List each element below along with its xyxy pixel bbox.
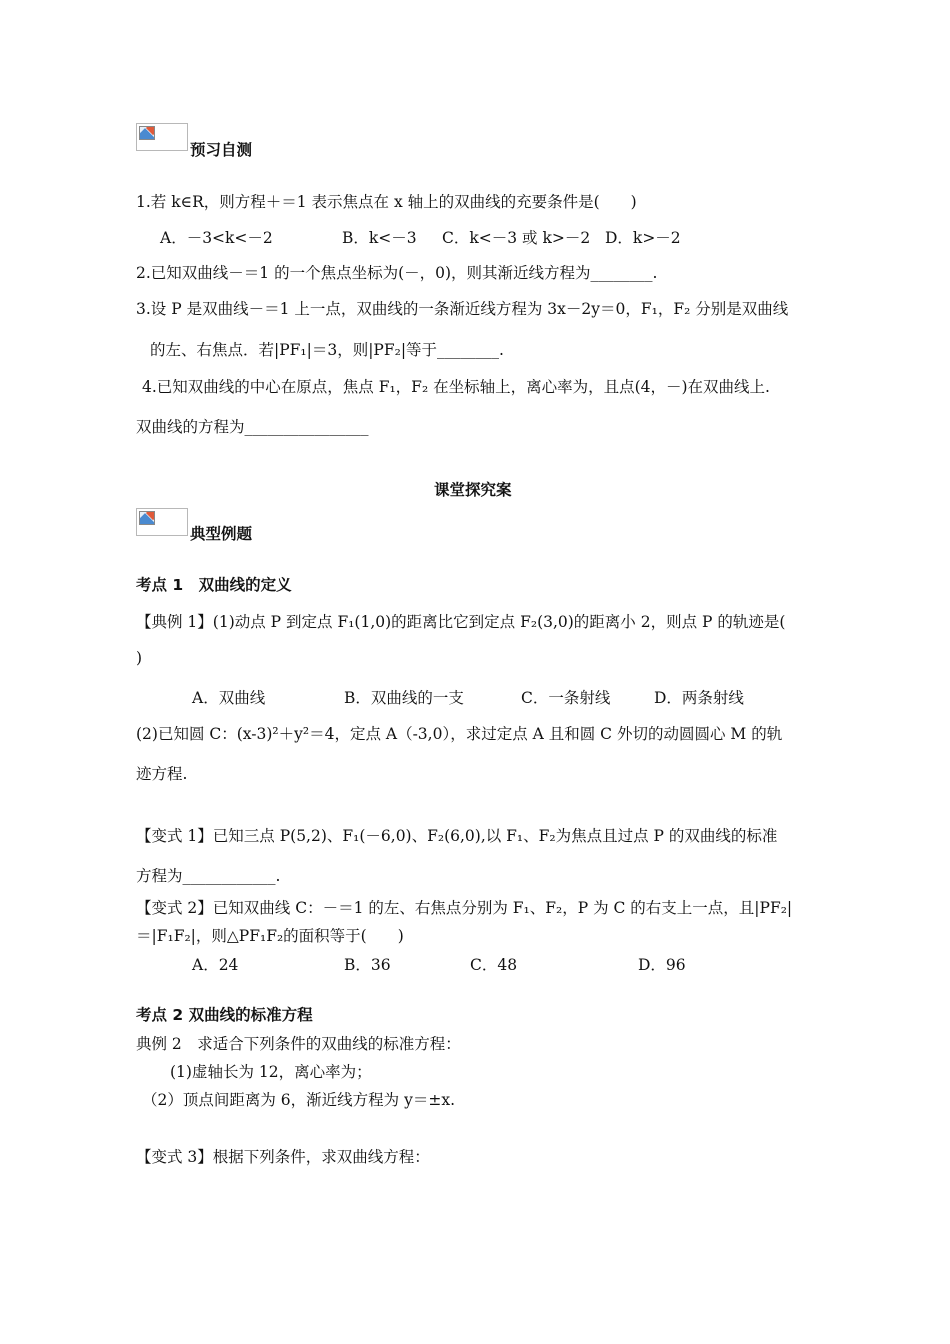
example-1-option-c: C．一条射线 <box>521 689 611 707</box>
question-1-option-b: B．k<－3 <box>342 229 417 247</box>
example-2-part-2: （2）顶点间距离为 6，渐近线方程为 y＝±x. <box>142 1091 455 1109</box>
question-1: 1.若 k∈R，则方程＋＝1 表示焦点在 x 轴上的双曲线的充要条件是( ) <box>136 193 637 211</box>
example-2-title: 典例 2 求适合下列条件的双曲线的标准方程： <box>136 1035 461 1053</box>
question-1-option-c: C．k<－3 或 k>－2 <box>442 229 591 247</box>
question-4-line-2: 双曲线的方程为________________ <box>136 418 369 436</box>
variant-2-line-1: 【变式 2】已知双曲线 C：－＝1 的左、右焦点分别为 F₁、F₂，P 为 C 的右支上一点，且|PF₂| <box>136 899 793 917</box>
example-1-line-2: ) <box>136 649 143 667</box>
variant-1-line-1: 【变式 1】已知三点 P(5,2)、F₁(－6,0)、F₂(6,0),以 F₁、F₂为焦点且过点 P 的双曲线的标准 <box>136 827 778 845</box>
section-title-typical-examples: 典型例题 <box>190 525 253 543</box>
variant-2-option-c: C．48 <box>470 956 518 974</box>
example-1-option-d: D．两条射线 <box>654 689 744 707</box>
variant-3-title: 【变式 3】根据下列条件，求双曲线方程： <box>136 1148 430 1166</box>
question-3-line-2: 的左、右焦点．若|PF₁|＝3，则|PF₂|等于________. <box>150 341 504 359</box>
variant-2-line-2: ＝|F₁F₂|，则△PF₁F₂的面积等于( ) <box>136 927 404 945</box>
question-2: 2.已知双曲线－＝1 的一个焦点坐标为(－，0)，则其渐近线方程为________. <box>136 264 658 282</box>
section-image-placeholder-icon <box>136 123 188 151</box>
section-heading-classroom: 课堂探究案 <box>434 481 512 499</box>
question-1-option-a: A．－3<k<－2 <box>160 229 273 247</box>
variant-2-option-a: A．24 <box>192 956 239 974</box>
example-1-line-1: 【典例 1】(1)动点 P 到定点 F₁(1,0)的距离比它到定点 F₂(3,0)的距离小 2，则点 P 的轨迹是( <box>136 613 786 631</box>
example-1-part-2-line-1: (2)已知圆 C：(x-3)²＋y²＝4，定点 A（-3,0），求过定点 A 且和圆 C 外切的动圆圆心 M 的轨 <box>136 725 783 743</box>
section-image-placeholder-icon <box>136 508 188 536</box>
example-1-option-a: A．双曲线 <box>192 689 266 707</box>
variant-1-line-2: 方程为____________. <box>136 867 281 885</box>
variant-2-option-b: B．36 <box>344 956 391 974</box>
section-title-preview-test: 预习自测 <box>190 141 253 159</box>
kaodian-2-heading: 考点 2 双曲线的标准方程 <box>136 1006 313 1024</box>
question-1-option-d: D．k>－2 <box>605 229 681 247</box>
example-1-part-2-line-2: 迹方程. <box>136 765 188 783</box>
kaodian-1-heading: 考点 1 双曲线的定义 <box>136 576 292 594</box>
question-3-line-1: 3.设 P 是双曲线－＝1 上一点，双曲线的一条渐近线方程为 3x－2y＝0，F₁，F₂ 分别是双曲线 <box>136 300 789 318</box>
example-2-part-1: (1)虚轴长为 12，离心率为； <box>170 1063 372 1081</box>
example-1-option-b: B．双曲线的一支 <box>344 689 464 707</box>
question-4-line-1: 4.已知双曲线的中心在原点，焦点 F₁，F₂ 在坐标轴上，离心率为，且点(4，－)在双曲线上. <box>142 378 770 396</box>
variant-2-option-d: D．96 <box>638 956 686 974</box>
